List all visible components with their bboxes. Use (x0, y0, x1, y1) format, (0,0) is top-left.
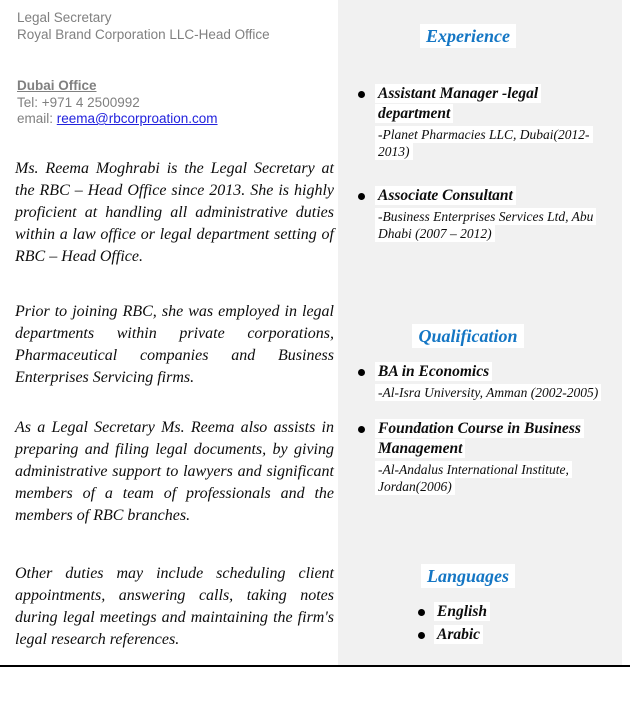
qualification-heading: Qualification (354, 324, 582, 348)
experience-item (358, 186, 612, 242)
qualification-item-detail: -Al-Andalus International Institute, Jordan(2006) (375, 461, 612, 495)
qualification-item-detail: -Al-Isra University, Amman (2002-2005) (375, 384, 612, 401)
summary-paragraph-1: Ms. Reema Moghrabi is the Legal Secretary at the RBC – Head Office since 2013. She is highly proficient at handling all administrative duties within a law office or legal department setting of RBC – Head Office. (15, 160, 334, 265)
languages-list (418, 602, 612, 645)
experience-list (358, 84, 612, 242)
experience-section (354, 0, 612, 242)
phone-number: Tel: +971 4 2500992 (17, 94, 140, 110)
summary-paragraph-2: Prior to joining RBC, she was employed in legal departments within private corporations, Pharmaceutical companies and Business Enterprises Servicing firms. (15, 303, 334, 386)
qualification-item-title: Foundation Course in Business Management (375, 419, 612, 459)
summary-paragraph-4: Other duties may include scheduling client appointments, answering calls, taking notes during legal meetings and maintaining the firm's legal research references. (15, 565, 334, 648)
language-item (418, 625, 612, 645)
languages-heading: Languages (354, 564, 582, 588)
summary-paragraph-3: As a Legal Secretary Ms. Reema also assists in preparing and filing legal documents, by giving administrative support to lawyers and significant members of a team of professionals and the members of RBC branches. (15, 419, 334, 524)
experience-heading: Experience (354, 24, 582, 48)
qualification-item (358, 419, 612, 495)
qualification-item-title: BA in Economics (375, 362, 612, 382)
experience-item-detail: -Planet Pharmacies LLC, Dubai(2012-2013) (375, 126, 612, 160)
job-title: Legal Secretary (17, 10, 112, 25)
office-name: Dubai Office (17, 78, 97, 93)
qualification-item (358, 362, 612, 401)
header-block (17, 10, 270, 43)
experience-item-title: Assistant Manager -legal department (375, 84, 612, 124)
experience-item (358, 84, 612, 160)
experience-item-title: Associate Consultant (375, 186, 612, 206)
contact-block (17, 78, 218, 128)
company-name: Royal Brand Corporation LLC-Head Office (17, 26, 270, 42)
language-item-label: English (434, 602, 612, 622)
qualification-section (354, 324, 612, 495)
languages-section (354, 564, 612, 645)
language-item (418, 602, 612, 622)
qualification-list (358, 362, 612, 495)
language-item-label: Arabic (434, 625, 612, 645)
email-row (17, 111, 218, 128)
email-label: email: (17, 111, 57, 126)
sidebar (338, 0, 622, 666)
experience-item-detail: -Business Enterprises Services Ltd, Abu Dhabi (2007 – 2012) (375, 208, 612, 242)
email-link[interactable]: reema@rbcorproation.com (56, 111, 218, 126)
page-divider-rule (0, 665, 630, 667)
